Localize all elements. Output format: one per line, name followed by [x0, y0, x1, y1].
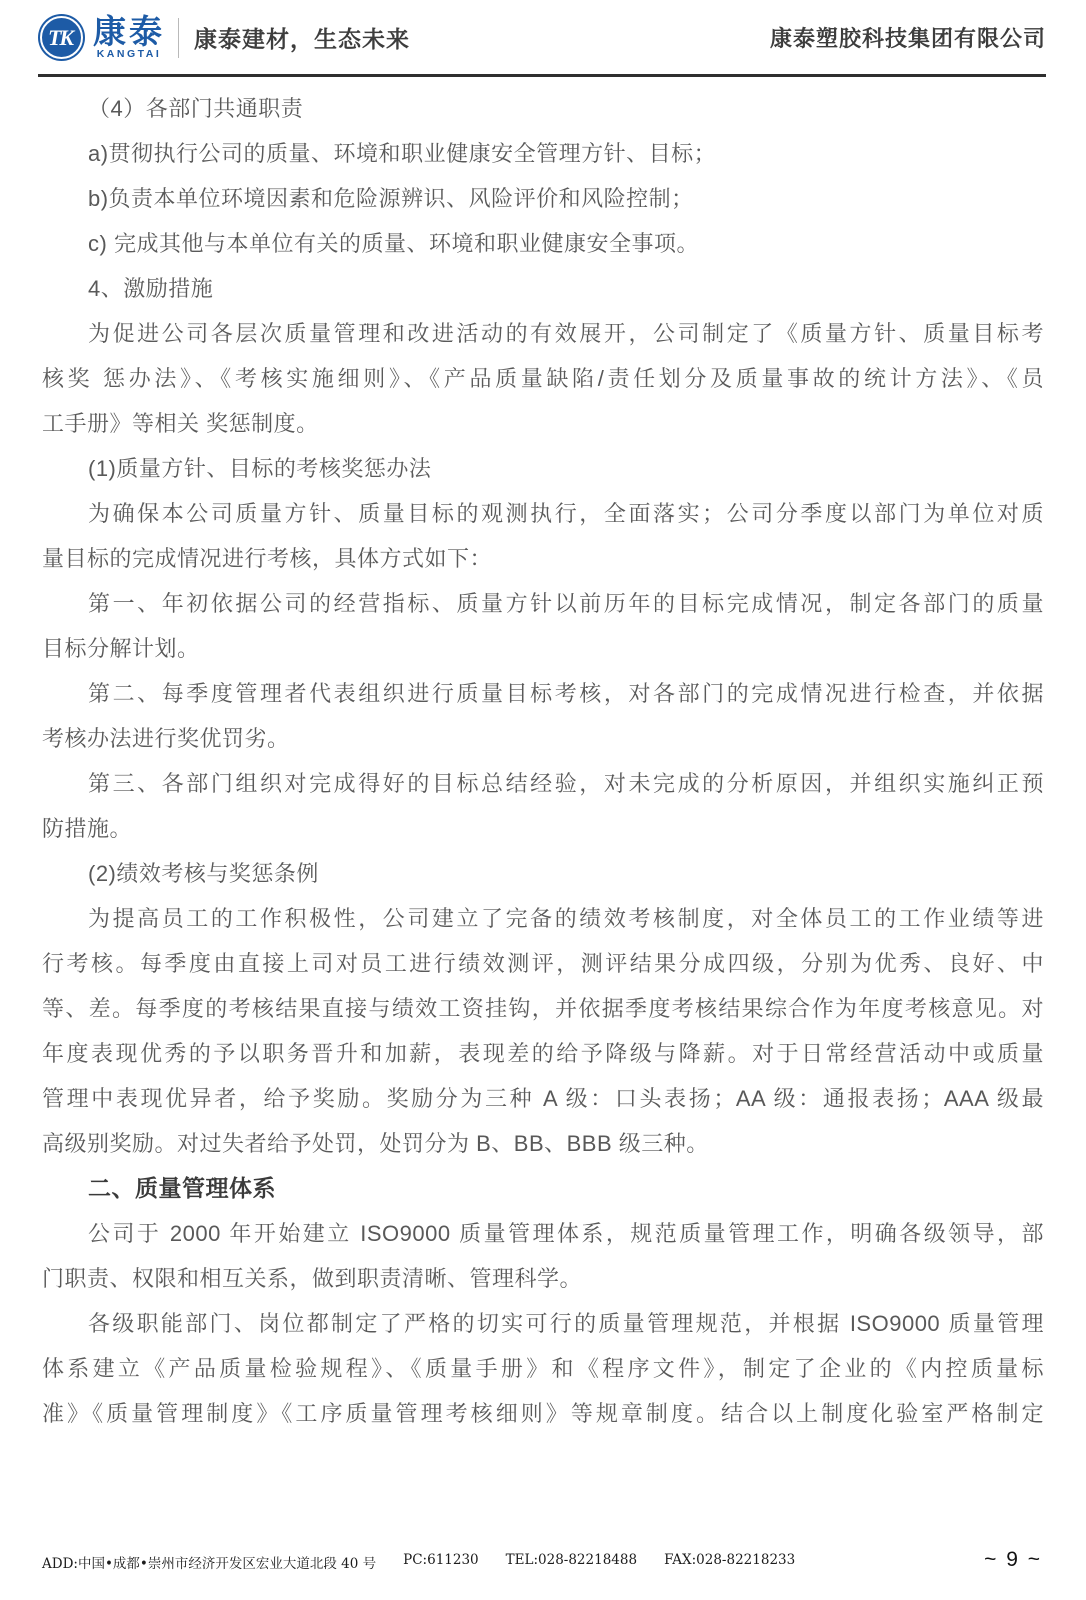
body-line: 量目标的完成情况进行考核，具体方式如下： [42, 546, 493, 571]
body-line: 行考核。每季度由直接上司对员工进行绩效测评，测评结果分成四级，分别为优秀、良好、中 [42, 951, 1044, 976]
document-body [0, 77, 1086, 1436]
body-line: 高级别奖励。对过失者给予处罚，处罚分为 B、BB、BBB 级三种。 [42, 1131, 709, 1156]
header-divider [178, 18, 179, 58]
body-line: （4）各部门共通职责 [88, 96, 304, 121]
body-line: 准》《质量管理制度》《工序质量管理考核细则》等规章制度。结合以上制度化验室严格制定 [42, 1401, 1044, 1426]
body-line: 各级职能部门、岗位都制定了严格的切实可行的质量管理规范，并根据 ISO9000 质量管理 [88, 1311, 1044, 1336]
body-line: 为确保本公司质量方针、质量目标的观测执行，全面落实；公司分季度以部门为单位对质 [88, 501, 1044, 526]
footer-postcode: PC:611230 [403, 1552, 479, 1568]
body-line: 门职责、权限和相互关系，做到职责清晰、管理科学。 [42, 1266, 583, 1291]
body-line: (1)质量方针、目标的考核奖惩办法 [88, 456, 432, 481]
company-name: 康泰塑胶科技集团有限公司 [769, 26, 1046, 51]
section-heading: 二、质量管理体系 [88, 1175, 276, 1201]
brand-name-cn: 康泰 [93, 13, 165, 51]
body-line: c) 完成其他与本单位有关的质量、环境和职业健康安全事项。 [88, 231, 699, 256]
page-header [38, 0, 1046, 77]
body-line: 公司于 2000 年开始建立 ISO9000 质量管理体系，规范质量管理工作，明确各级领导，部 [88, 1221, 1044, 1246]
body-line: b)负责本单位环境因素和危险源辨识、风险评价和风险控制； [88, 186, 694, 211]
body-line: 为提高员工的工作积极性，公司建立了完备的绩效考核制度，对全体员工的工作业绩等进 [88, 906, 1044, 931]
page-number: ~ 9 ~ [984, 1548, 1042, 1571]
body-line: 4、激励措施 [88, 276, 214, 301]
logo-monogram: TK [47, 24, 73, 50]
body-line: 目标分解计划。 [42, 636, 200, 661]
company-tagline: 康泰建材，生态未来 [194, 26, 410, 52]
body-line: 第一、年初依据公司的经营指标、质量方针以前历年的目标完成情况，制定各部门的质量 [88, 591, 1044, 616]
body-line: 第三、各部门组织对完成得好的目标总结经验，对未完成的分析原因，并组织实施纠正预 [88, 771, 1044, 796]
body-line: 体系建立《产品质量检验规程》、《质量手册》和《程序文件》，制定了企业的《内控质量标 [42, 1356, 1044, 1381]
page-footer [42, 1548, 1042, 1572]
footer-fax: FAX:028-82218233 [664, 1552, 796, 1568]
body-line: (2)绩效考核与奖惩条例 [88, 861, 319, 886]
brand-name-en: KANGTAI [96, 48, 162, 61]
body-line: 等、差。每季度的考核结果直接与绩效工资挂钩，并依据季度考核结果综合作为年度考核意见。对 [42, 996, 1044, 1021]
footer-telephone: TEL:028-82218488 [505, 1552, 638, 1568]
company-logo-icon [38, 14, 85, 61]
body-line: 第二、每季度管理者代表组织进行质量目标考核，对各部门的完成情况进行检查，并依据 [88, 681, 1044, 706]
body-line: 防措施。 [42, 816, 133, 841]
body-line: a)贯彻执行公司的质量、环境和职业健康安全管理方针、目标； [88, 141, 717, 166]
body-line: 考核办法进行奖优罚劣。 [42, 726, 290, 751]
body-line: 管理中表现优异者，给予奖励。奖励分为三种 A 级：口头表扬；AA 级：通报表扬；AAA 级最 [42, 1086, 1044, 1111]
body-line: 工手册》等相关 奖惩制度。 [42, 411, 319, 436]
body-line: 年度表现优秀的予以职务晋升和加薪，表现差的给予降级与降薪。对于日常经营活动中或质量 [42, 1041, 1044, 1066]
footer-contact-info [42, 1552, 795, 1572]
brand-block [93, 15, 165, 60]
footer-address: ADD:中国•成都•崇州市经济开发区宏业大道北段 40 号 [42, 1556, 377, 1572]
body-line: 核奖 惩办法》、《考核实施细则》、《产品质量缺陷/责任划分及质量事故的统计方法》、《员 [42, 366, 1044, 391]
body-line: 为促进公司各层次质量管理和改进活动的有效展开，公司制定了《质量方针、质量目标考 [88, 321, 1044, 346]
